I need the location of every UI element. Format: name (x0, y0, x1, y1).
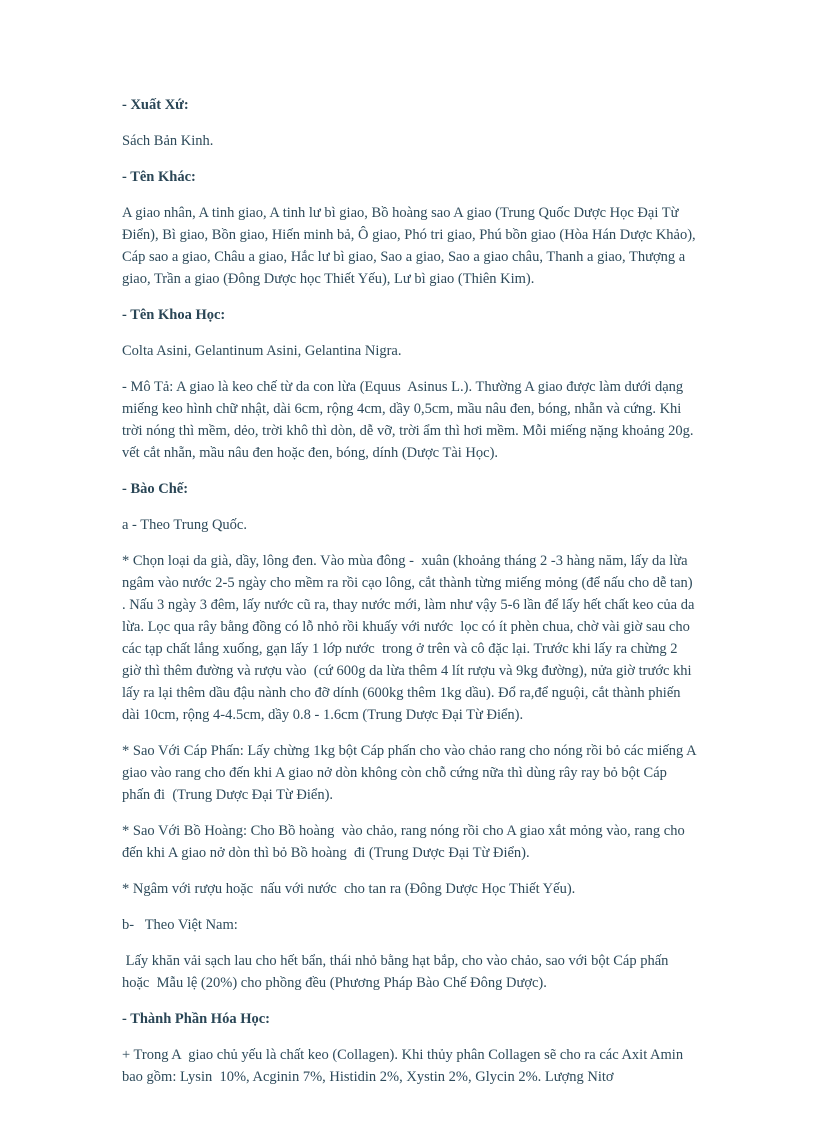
paragraph-description: - Mô Tả: A giao là keo chế từ da con lừa (Equus Asinus L.). Thường A giao được làm dưới dạng miếng keo hình chữ nhật, dài 6cm, rộng 4cm, dầy 0,5cm, mầu nâu đen, bóng, nhẵn và cứng. Khi trời nóng thì mềm, dẻo, trời khô thì dòn, dễ vỡ, trời ẩm thì hơi mềm. Mỗi miếng nặng khoảng 20g. vết cắt nhẵn, mầu nâu đen hoặc đen, bóng, dính (Dược Tài Học). (122, 379, 698, 461)
heading-thanh-phan: - Thành Phần Hóa Học: (122, 1011, 270, 1027)
paragraph-vietnam-method: Lấy khăn vải sạch lau cho hết bẩn, thái nhỏ bằng hạt bắp, cho vào chảo, sao với bột Cáp phấn hoặc Mẫu lệ (20%) cho phồng đều (Phương Pháp Bào Chế Đông Dược). (122, 953, 673, 991)
document-page (122, 94, 700, 1102)
paragraph-wine-soak: * Ngâm với rượu hoặc nấu với nước cho tan ra (Đông Dược Học Thiết Yếu). (122, 881, 576, 897)
paragraph-china-method-title: a - Theo Trung Quốc. (122, 517, 247, 533)
paragraph-other-names: A giao nhân, A tinh giao, A tinh lư bì giao, Bồ hoàng sao A giao (Trung Quốc Dược Học Đại Từ Điển), Bì giao, Bồn giao, Hiến minh bả, Ô giao, Phó tri giao, Phú bồn giao (Hòa Hán Dược Khảo), Cáp sao a giao, Châu a giao, Hắc lư bì giao, Sao a giao, Sao a giao châu, Thanh a giao, Thượng a giao, Trần a giao (Đông Dược học Thiết Yếu), Lư bì giao (Thiên Kim). (122, 205, 700, 287)
paragraph-china-method: * Chọn loại da già, dầy, lông đen. Vào mùa đông - xuân (khoảng tháng 2 -3 hàng năm, lấy da lừa ngâm vào nước 2-5 ngày cho mềm ra rồi cạo lông, cắt thành từng miếng mỏng (để nấu cho dễ tan) . Nấu 3 ngày 3 đêm, lấy nước cũ ra, thay nước mới, làm như vậy 5-6 lần để lấy hết chất keo của da lừa. Lọc qua rây bằng đồng có lỗ nhỏ rồi khuấy với nước lọc có ít phèn chua, chờ vài giờ sau cho các tạp chất lắng xuống, gạn lấy 1 lớp nước trong ở trên và cô đặc lại. Trước khi lấy ra chừng 2 giờ thì thêm đường và rượu vào (cứ 600g da lừa thêm 4 lít rượu và 9kg đường), nửa giờ trước khi lấy ra lại thêm dầu đậu nành cho đỡ dính (600kg thêm 1kg dầu). Đổ ra,để nguội, cắt thành phiến dài 10cm, rộng 4-4.5cm, dầy 0.8 - 1.6cm (Trung Dược Đại Từ Điển). (122, 553, 699, 723)
heading-ten-khac: - Tên Khác: (122, 169, 196, 185)
heading-xuat-xu: - Xuất Xứ: (122, 97, 189, 113)
heading-bao-che: - Bào Chế: (122, 481, 189, 497)
paragraph-vietnam-method-title: b- Theo Việt Nam: (122, 917, 238, 933)
paragraph-scientific-name: Colta Asini, Gelantinum Asini, Gelantina Nigra. (122, 343, 402, 359)
heading-ten-khoa-hoc: - Tên Khoa Học: (122, 307, 226, 323)
paragraph-bo-hoang: * Sao Với Bồ Hoàng: Cho Bồ hoàng vào chảo, rang nóng rồi cho A giao xắt mỏng vào, rang cho đến khi A giao nở dòn thì bỏ Bồ hoàng đi (Trung Dược Đại Từ Điển). (122, 823, 689, 861)
paragraph-cap-phan: * Sao Với Cáp Phấn: Lấy chừng 1kg bột Cáp phấn cho vào chảo rang cho nóng rồi bỏ các miếng A giao vào rang cho đến khi A giao nở dòn không còn chỗ cứng nữa thì dùng rây ray bỏ bột Cáp phấn đi (Trung Dược Đại Từ Điển). (122, 743, 700, 803)
paragraph-composition: + Trong A giao chủ yếu là chất keo (Collagen). Khi thủy phân Collagen sẽ cho ra các Axit Amin bao gồm: Lysin 10%, Acginin 7%, Histidin 2%, Xystin 2%, Glycin 2%. Lượng Nitơ (122, 1047, 687, 1085)
paragraph-source: Sách Bản Kinh. (122, 133, 214, 149)
